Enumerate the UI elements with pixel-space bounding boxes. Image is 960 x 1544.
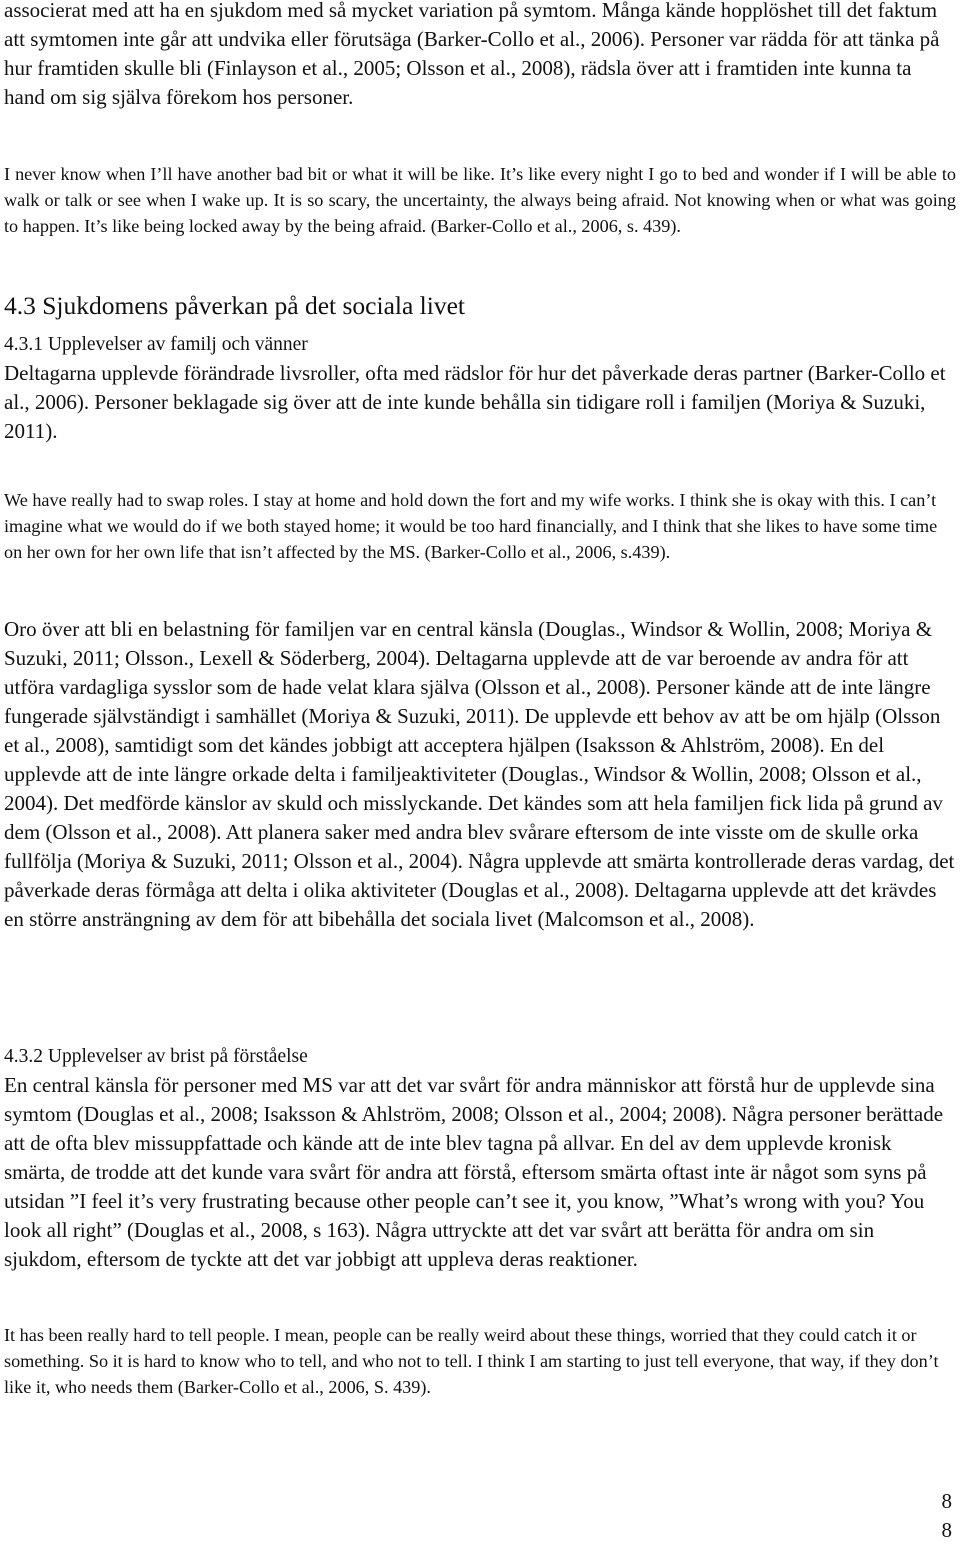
subsection-lack-of-understanding xyxy=(4,1043,956,1274)
subsection-family-friends xyxy=(4,331,956,446)
quote-block-3: It has been really hard to tell people. I mean, people can be really weird about these things, worried that they could catch it or something. So it is hard to know who to tell, and who not to tell. I think I am starting to just tell everyone, that way, if they don’t like it, who needs them (Barker-Collo et al., 2006, S. 439). xyxy=(4,1325,939,1397)
subsection-heading-2: 4.3.2 Upplevelser av brist på förståelse xyxy=(4,1046,308,1067)
page-number-repeat: 8 xyxy=(941,1518,952,1542)
body-paragraph-burden: Oro över att bli en belastning för familjen var en central känsla (Douglas., Windsor & Wollin, 2008; Moriya & Suzuki, 2011; Olsson., Lexell & Söderberg, 2004). Deltagarna upplevde att de var beroende av andra för att utföra vardagliga sysslor som de hade velat klara själva (Olsson et al., 2008). Personer kände att de inte längre fungerade självständigt i samhället (Moriya & Suzuki, 2011). De upplevde ett behov av att be om hjälp (Olsson et al., 2008), samtidigt som det kändes jobbigt att acceptera hjälpen (Isaksson & Ahlström, 2008). En del upplevde att de inte längre orkade delta i familjeaktiviteter (Douglas., Windsor & Wollin, 2008; Olsson et al., 2004). Det medförde känslor av skuld och misslyckande. Det kändes som att hela familjen fick lida på grund av dem (Olsson et al., 2008). Att planera saker med andra blev svårare eftersom de inte visste om de skulle orka fullfölja (Moriya & Suzuki, 2011; Olsson et al., 2004). Några upplevde att smärta kontrollerade deras vardag, det påverkade deras förmåga att delta i olika aktiviteter (Douglas et al., 2008). Deltagarna upplevde att det krävdes en större ansträngning av dem för att bibehålla det sociala livet (Malcomson et al., 2008). xyxy=(4,617,955,931)
quote-block-2: We have really had to swap roles. I stay at home and hold down the fort and my wife works. I think she is okay with this. I can’t imagine what we would do if we both stayed home; it would be too hard financially, and I think that she likes to have some time on her own for her own life that isn’t affected by the MS. (Barker-Collo et al., 2006, s.439). xyxy=(4,490,938,562)
intro-paragraph: associerat med att ha en sjukdom med så mycket variation på symtom. Många kände hopplöshet till det faktum att symtomen inte går att undvika eller förutsäga (Barker-Collo et al., 2006). Personer var rädda för att tänka på hur framtiden skulle bli (Finlayson et al., 2005; Olsson et al., 2008), rädsla över att i framtiden inte kunna ta hand om sig själva förekom hos personer. xyxy=(4,0,940,109)
document-page xyxy=(4,0,956,1542)
subsection-heading-1: 4.3.1 Upplevelser av familj och vänner xyxy=(4,334,308,355)
quote-block-1: I never know when I’ll have another bad bit or what it will be like. It’s like every night I go to bed and wonder if I will be able to walk or talk or see when I wake up. It is so scary, the uncertainty, the always being afraid. Not knowing when or what was going to happen. It’s like being locked away by the being afraid. (Barker-Collo et al., 2006, s. 439). xyxy=(4,164,956,236)
page-number: 8 xyxy=(941,1489,952,1513)
subsection-paragraph-1: Deltagarna upplevde förändrade livsroller, ofta med rädslor för hur det påverkade deras partner (Barker-Collo et al., 2006). Personer beklagade sig över att de inte kunde behålla sin tidigare roll i familjen (Moriya & Suzuki, 2011). xyxy=(4,361,946,443)
section-heading: 4.3 Sjukdomens påverkan på det sociala livet xyxy=(4,291,466,320)
subsection-paragraph-2: En central känsla för personer med MS var att det var svårt för andra människor att förstå hur de upplevde sina symtom (Douglas et al., 2008; Isaksson & Ahlström, 2008; Olsson et al., 2004; 2008). Några personer berättade att de ofta blev missuppfattade och kände att de inte blev tagna på allvar. En del av dem upplevde kronisk smärta, de trodde att det kunde vara svårt för andra att förstå, eftersom smärta oftast inte är något som syns på utsidan ”I feel it’s very frustrating because other people can’t see it, you know, ”What’s wrong with you? You look all right” (Douglas et al., 2008, s 163). Några uttryckte att det var svårt att berätta för andra om sin sjukdom, eftersom de tyckte att det var jobbigt att uppleva deras reaktioner. xyxy=(4,1073,944,1271)
